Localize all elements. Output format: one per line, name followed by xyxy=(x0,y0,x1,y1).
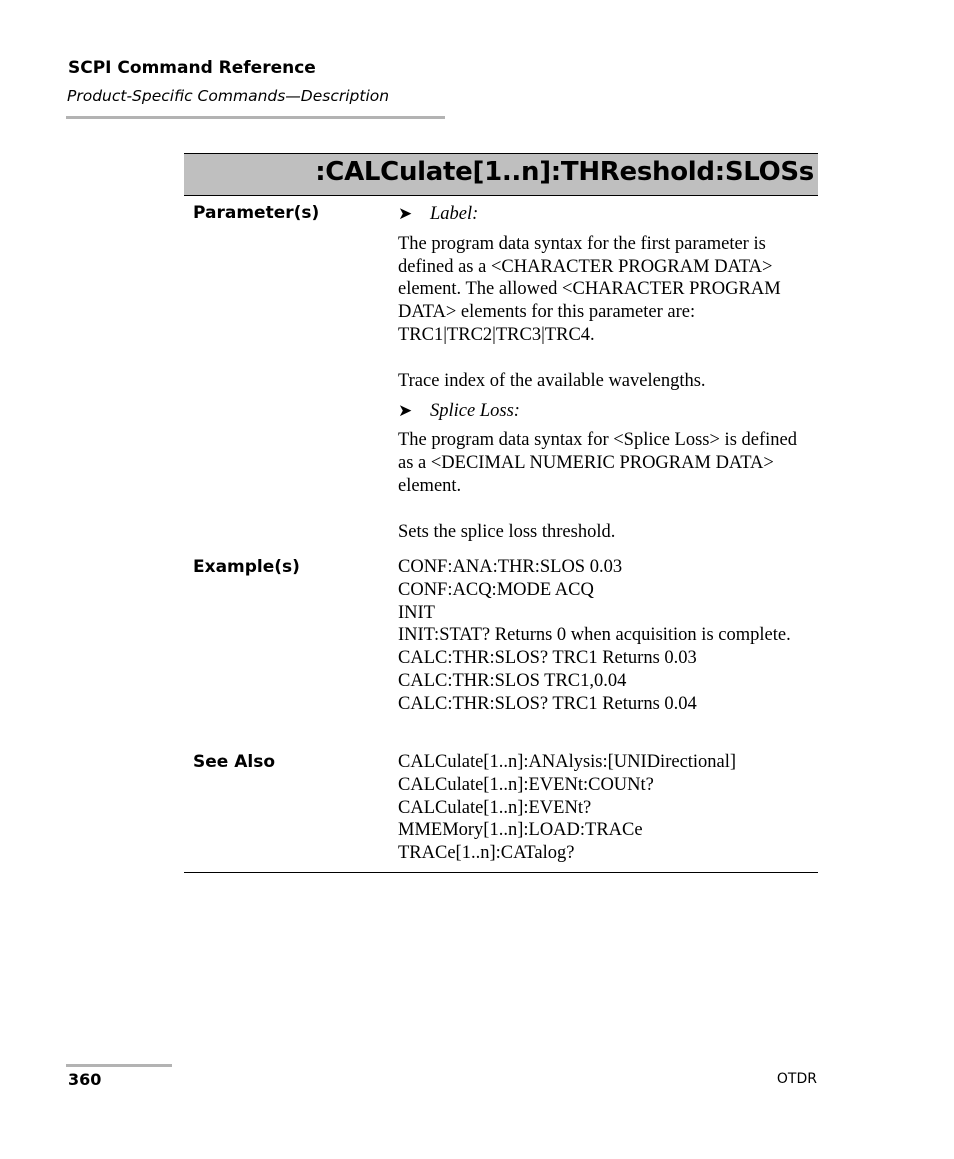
see-also-link[interactable]: MMEMory[1..n]:LOAD:TRACe xyxy=(398,820,643,841)
table-bottom-rule xyxy=(184,872,818,873)
command-title-bar xyxy=(184,153,818,196)
example-line: INIT xyxy=(398,602,435,623)
header-divider xyxy=(66,116,445,119)
see-also-content xyxy=(398,751,816,865)
examples-label: Example(s) xyxy=(193,557,300,577)
parameter-term: Label: xyxy=(430,204,479,224)
arrow-bullet-icon: ➤ xyxy=(398,400,413,421)
example-line: INIT:STAT? Returns 0 when acquisition is complete. xyxy=(398,625,791,646)
parameters-content xyxy=(398,203,816,544)
example-line: CALC:THR:SLOS TRC1,0.04 xyxy=(398,670,627,691)
parameter-item xyxy=(398,203,816,226)
see-also-link[interactable]: TRACe[1..n]:CATalog? xyxy=(398,843,575,864)
see-also-link[interactable]: CALCulate[1..n]:EVENt:COUNt? xyxy=(398,774,654,795)
example-line: CALC:THR:SLOS? TRC1 Returns 0.03 xyxy=(398,648,697,669)
command-name: :CALCulate[1..n]:THReshold:SLOSs xyxy=(315,157,814,187)
see-also-link[interactable]: CALCulate[1..n]:EVENt? xyxy=(398,797,592,818)
arrow-bullet-icon: ➤ xyxy=(398,204,413,224)
page-number: 360 xyxy=(68,1070,102,1089)
footer-divider xyxy=(66,1064,172,1067)
parameter-description: The program data syntax for the first parameter is defined as a <CHARACTER PROGRAM DATA> element. The allowed <CHARACTER PROGRAM DATA> elements for this parameter are: TRC1|TRC2|TRC3|TRC4. xyxy=(398,233,781,345)
product-name: OTDR xyxy=(776,1071,817,1087)
parameter-description: The program data syntax for <Splice Loss> is defined as a <DECIMAL NUMERIC PROGRAM DATA> element. xyxy=(398,430,797,496)
example-line: CONF:ACQ:MODE ACQ xyxy=(398,579,594,600)
see-also-label: See Also xyxy=(193,752,276,772)
parameter-note: Trace index of the available wavelengths. xyxy=(398,370,706,391)
example-line: CONF:ANA:THR:SLOS 0.03 xyxy=(398,557,623,577)
example-line: CALC:THR:SLOS? TRC1 Returns 0.04 xyxy=(398,693,697,714)
parameter-item xyxy=(398,400,816,423)
parameter-note: Sets the splice loss threshold. xyxy=(398,521,616,542)
see-also-link[interactable]: CALCulate[1..n]:ANAlysis:[UNIDirectional] xyxy=(398,752,737,772)
running-header-subtitle: Product-Specific Commands—Description xyxy=(67,87,390,105)
examples-content xyxy=(398,556,816,716)
parameter-term: Splice Loss: xyxy=(430,400,520,421)
parameters-label: Parameter(s) xyxy=(193,203,320,223)
running-header-title: SCPI Command Reference xyxy=(68,58,316,78)
